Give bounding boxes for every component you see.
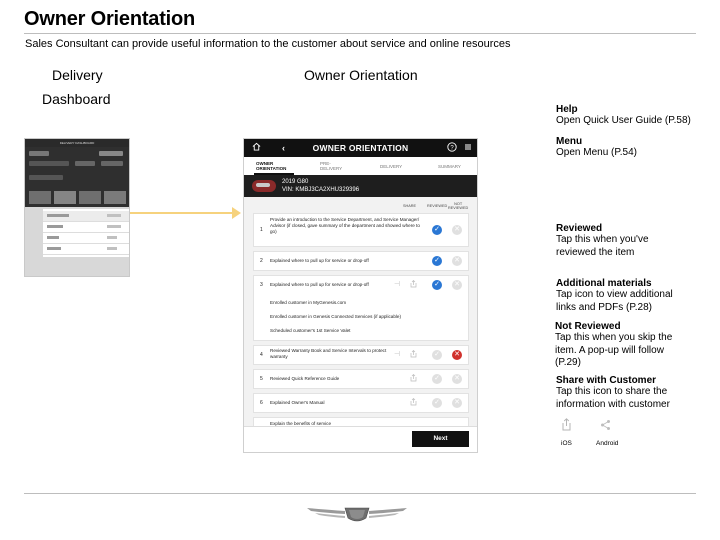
flow-arrow-head: [232, 207, 241, 219]
vehicle-banner: [244, 175, 477, 197]
delivery-label: Delivery: [52, 67, 103, 83]
reviewed-check-button[interactable]: ✓: [432, 374, 442, 384]
tab-delivery[interactable]: DELIVERY: [380, 164, 403, 169]
attachment-icon[interactable]: ⊣: [394, 281, 401, 288]
reviewed-check-button[interactable]: ✓: [432, 225, 442, 235]
next-button[interactable]: Next: [412, 431, 469, 447]
checklist-item: 1 Provide an introduction to the Service Department, and Service Manager/ Advisor (if closed, gave summary of the department and showed where to go) ✓ ✕: [253, 213, 469, 247]
page-title: Owner Orientation: [24, 8, 196, 30]
tab-pre-delivery[interactable]: PRE- DELIVERY: [320, 161, 343, 171]
not-reviewed-button[interactable]: ✕: [452, 280, 462, 290]
share-icon[interactable]: [410, 374, 417, 385]
checklist-item: 2 Explained where to pull up for service or drop-off ✓ ✕: [253, 251, 469, 271]
not-reviewed-button[interactable]: ✕: [452, 225, 462, 235]
not-reviewed-button[interactable]: ✕: [452, 256, 462, 266]
thumbnail-header: DELIVERY DASHBOARD: [25, 139, 129, 147]
owner-orientation-screen: [243, 138, 478, 453]
delivery-dashboard-thumbnail: [24, 138, 130, 277]
progress-tabs: [244, 157, 477, 176]
dashboard-label: Dashboard: [42, 91, 111, 107]
flow-arrow: [130, 212, 234, 214]
share-icon[interactable]: [410, 350, 417, 361]
checklist-item: 5 Reviewed Quick Reference Guide ✓ ✕: [253, 369, 469, 389]
android-label: Android: [596, 440, 619, 447]
not-reviewed-button[interactable]: ✕: [452, 374, 462, 384]
help-annotation: Help Open Quick User Guide (P.58): [556, 104, 691, 126]
reviewed-check-button[interactable]: ✓: [432, 350, 442, 360]
chevron-left-icon[interactable]: ‹: [282, 143, 285, 153]
menu-icon[interactable]: [464, 142, 472, 154]
sub-item-link[interactable]: Enrolled customer in MyGenesis.com: [270, 300, 347, 305]
additional-materials-annotation: Additional materials Tap icon to view additional links and PDFs (P.28): [556, 278, 673, 313]
reviewed-check-button[interactable]: ✓: [432, 280, 442, 290]
share-icon[interactable]: [410, 280, 417, 291]
item-text: Explained where to pull up for service or drop-off: [270, 282, 369, 287]
checklist-item-expanded: 3 Explained where to pull up for service or drop-off ⊣ ✓ ✕ Enrolled customer in MyGenesis.com Enrolled customer in Genesis Connected Services (if applicable) Scheduled customer's 1st Service Valet: [253, 275, 469, 341]
genesis-logo: [305, 502, 409, 526]
share-icon[interactable]: [410, 398, 417, 409]
item-text: Explained where to pull up for service or drop-off: [270, 258, 369, 263]
sub-item-link[interactable]: Scheduled customer's 1st Service Valet: [270, 328, 351, 333]
reviewed-check-button[interactable]: ✓: [432, 398, 442, 408]
item-text: Explain the benefits of service: [270, 421, 332, 426]
android-share-icon: [600, 419, 611, 434]
attachment-icon[interactable]: ⊣: [394, 351, 401, 358]
ios-label: iOS: [561, 440, 572, 447]
bottom-divider: [24, 493, 696, 494]
share-column-header: SHARE: [403, 204, 417, 208]
share-annotation: Share with Customer Tap this icon to share the information with customer: [556, 375, 670, 410]
svg-text:?: ?: [450, 145, 454, 152]
not-reviewed-column-header: NOT REVIEWED: [448, 202, 469, 210]
not-reviewed-button[interactable]: ✕: [452, 350, 462, 360]
checklist-item: 6 Explained Owner's Manual ✓ ✕: [253, 393, 469, 413]
item-text: Reviewed Warranty Book and Service Intervals to protect warranty: [270, 348, 387, 359]
page-subtitle: Sales Consultant can provide useful information to the customer about service and online resources: [25, 38, 511, 50]
item-text: Reviewed Quick Reference Guide: [270, 376, 340, 381]
ios-share-icon: [561, 418, 572, 434]
screen-title: OWNER ORIENTATION: [312, 143, 409, 153]
screen-topbar: [244, 139, 477, 157]
tab-summary[interactable]: SUMMARY: [438, 164, 461, 169]
sub-item-link[interactable]: Enrolled customer in Genesis Connected Services (if applicable): [270, 314, 401, 319]
thumbnail-menu: [43, 209, 130, 257]
item-text: Explained Owner's Manual: [270, 400, 325, 405]
help-icon[interactable]: [447, 142, 457, 155]
reviewed-annotation: Reviewed Tap this when you've reviewed the item: [556, 223, 649, 258]
menu-annotation: Menu Open Menu (P.54): [556, 136, 637, 158]
vehicle-model: 2019 G80: [282, 179, 309, 185]
car-thumbnail: [252, 180, 276, 192]
thumbnail-dark-panel: [25, 147, 129, 207]
top-divider: [24, 33, 696, 34]
not-reviewed-annotation: Not Reviewed Tap this when you skip the item. A pop-up will follow (P.29): [555, 321, 673, 368]
vehicle-vin: VIN: KMBJ3CA2XHU329396: [282, 187, 360, 193]
checklist-item: 4 Reviewed Warranty Book and Service Intervals to protect warranty ⊣ ✓ ✕: [253, 345, 469, 365]
owner-orientation-label: Owner Orientation: [304, 67, 418, 83]
tab-owner-orientation[interactable]: OWNER ORIENTATION: [256, 161, 287, 171]
reviewed-column-header: REVIEWED: [427, 204, 448, 208]
item-text: Provide an introduction to the Service Department, and Service Manager/ Advisor (if closed, gave summary of the department and showed where to go): [270, 217, 420, 234]
reviewed-check-button[interactable]: ✓: [432, 256, 442, 266]
not-reviewed-button[interactable]: ✕: [452, 398, 462, 408]
next-bar: [244, 426, 477, 453]
